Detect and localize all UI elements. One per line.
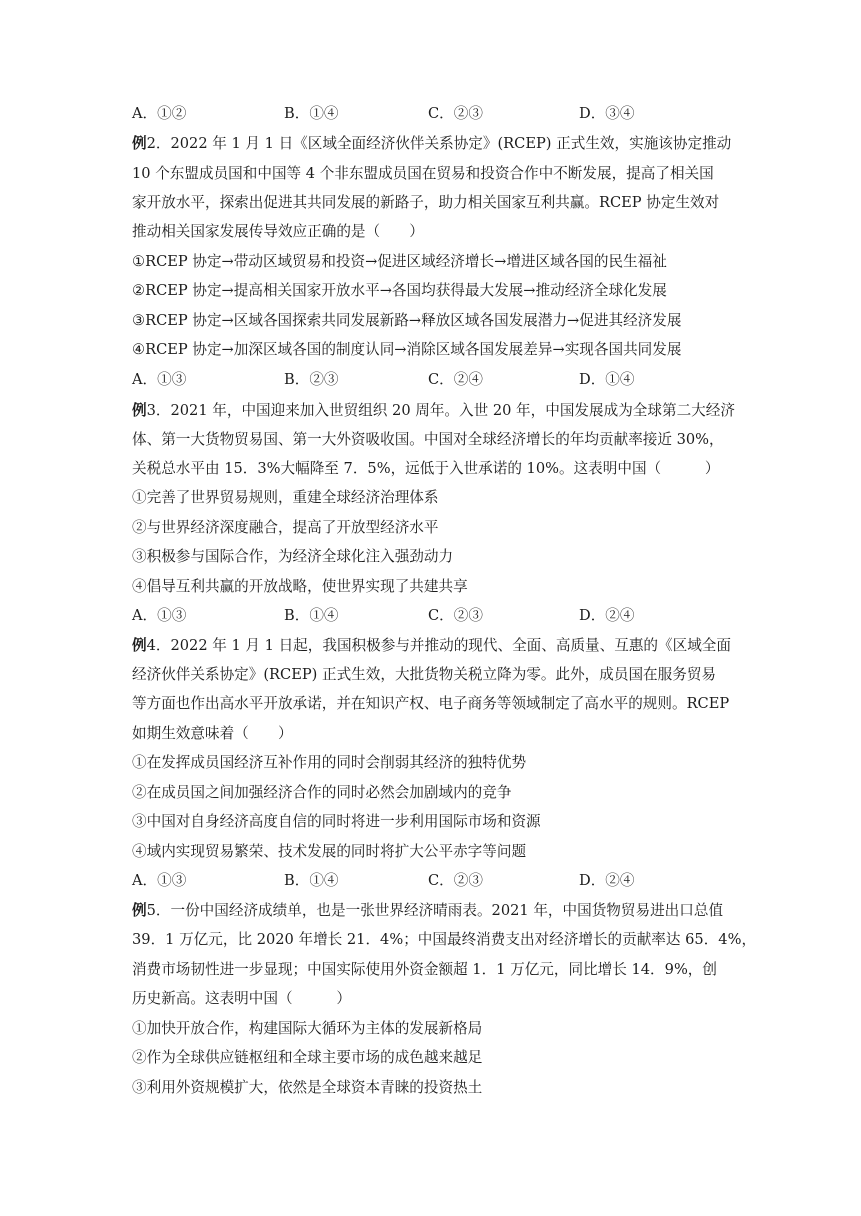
option-b: B．①④ [284,872,339,889]
answer-options [132,871,772,891]
question-3-item: ①完善了世界贸易规则，重建全球经济治理体系 [132,489,439,506]
option-c: C．②④ [428,371,483,388]
question-3-line: 关税总水平由 15．3%大幅降至 7．5%，远低于入世承诺的 10%。这表明中国（ ） [132,460,720,477]
question-2-item: ③RCEP 协定→区域各国探索共同发展新路→释放区域各国发展潜力→促进其经济发展 [132,312,682,329]
option-a: A．①③ [132,872,187,889]
option-c: C．②③ [428,105,483,122]
option-d: D．②④ [579,872,635,889]
option-b: B．①④ [284,105,339,122]
question-5-item: ②作为全球供应链枢纽和全球主要市场的成色越来越足 [132,1049,483,1066]
option-d: D．①④ [579,371,635,388]
question-3-item: ④倡导互利共赢的开放战略，使世界实现了共建共享 [132,578,468,595]
answer-options [132,370,772,390]
answer-options [132,606,772,626]
option-a: A．①③ [132,607,187,624]
question-3-line: 体、第一大货物贸易国、第一大外资吸收国。中国对全球经济增长的年均贡献率接近 30%， [132,431,724,448]
question-4-item: ④域内实现贸易繁荣、技术发展的同时将扩大公平赤字等问题 [132,843,527,860]
option-c: C．②③ [428,872,483,889]
option-d: D．③④ [579,105,635,122]
option-a: A．①③ [132,371,187,388]
example-label: 例 [132,402,147,419]
example-label: 例 [132,637,147,654]
question-2-item: ④RCEP 协定→加深区域各国的制度认同→消除区域各国发展差异→实现各国共同发展 [132,341,682,358]
answer-options [132,104,772,124]
question-4-line: 等方面也作出高水平开放承诺，并在知识产权、电子商务等领域制定了高水平的规则。RCEP [132,695,730,712]
question-2-line: 10 个东盟成员国和中国等 4 个非东盟成员国在贸易和投资合作中不断发展，提高了相关国 [132,165,714,182]
option-b: B．②③ [284,371,339,388]
question-4-item: ①在发挥成员国经济互补作用的同时会削弱其经济的独特优势 [132,754,527,771]
option-c: C．②③ [428,607,483,624]
question-5-line: 39．1 万亿元，比 2020 年增长 21．4%；中国最终消费支出对经济增长的贡献率达 65．4%， [132,931,757,948]
question-5-item: ①加快开放合作，构建国际大循环为主体的发展新格局 [132,1020,483,1037]
question-5-line: 消费市场韧性进一步显现；中国实际使用外资金额超 1．1 万亿元，同比增长 14．9%，创 [132,961,717,978]
question-2-line: 家开放水平，探索出促进其共同发展的新路子，助力相关国家互利共赢。RCEP 协定生效对 [132,194,720,211]
question-2-item: ①RCEP 协定→带动区域贸易和投资→促进区域经济增长→增进区域各国的民生福祉 [132,253,667,270]
question-5-line: 历史新高。这表明中国（ ） [132,990,351,1007]
question-5-line: 例5．一份中国经济成绩单，也是一张世界经济晴雨表。2021 年，中国货物贸易进出口总值 [132,902,724,919]
question-2-line: 推动相关国家发展传导效应正确的是（ ） [132,223,424,240]
question-3-item: ③积极参与国际合作，为经济全球化注入强劲动力 [132,548,454,565]
option-b: B．①④ [284,607,339,624]
question-2-line: 例2．2022 年 1 月 1 日《区域全面经济伙伴关系协定》(RCEP) 正式生效，实施该协定推动 [132,135,732,152]
question-3-item: ②与世界经济深度融合，提高了开放型经济水平 [132,519,439,536]
example-label: 例 [132,135,147,152]
question-4-line: 如期生效意味着（ ） [132,725,293,742]
question-4-item: ③中国对自身经济高度自信的同时将进一步利用国际市场和资源 [132,813,541,830]
question-4-item: ②在成员国之间加强经济合作的同时必然会加剧域内的竞争 [132,784,512,801]
example-label: 例 [132,902,147,919]
question-4-line: 经济伙伴关系协定》(RCEP) 正式生效，大批货物关税立降为零。此外，成员国在服务贸易 [132,666,717,683]
question-4-line: 例4．2022 年 1 月 1 日起，我国积极参与并推动的现代、全面、高质量、互惠的《区域全面 [132,637,731,654]
question-3-line: 例3．2021 年，中国迎来加入世贸组织 20 周年。入世 20 年，中国发展成为全球第二大经济 [132,402,735,419]
question-2-item: ②RCEP 协定→提高相关国家开放水平→各国均获得最大发展→推动经济全球化发展 [132,282,667,299]
option-d: D．②④ [579,607,635,624]
option-a: A．①② [132,105,187,122]
question-5-item: ③利用外资规模扩大，依然是全球资本青睐的投资热土 [132,1079,483,1096]
